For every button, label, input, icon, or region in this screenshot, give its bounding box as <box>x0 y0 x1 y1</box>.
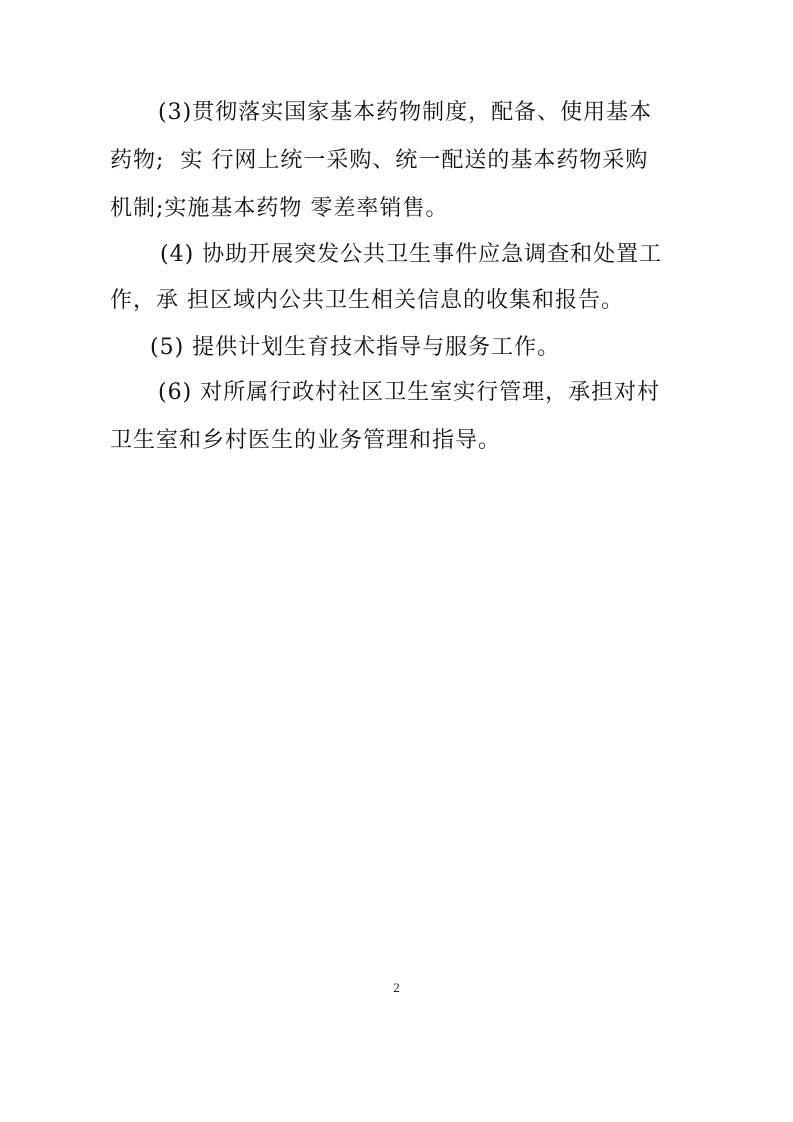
paragraph-6-line-1: (6) 对所属行政村社区卫生室实行管理，承担对村 <box>158 380 661 405</box>
page-number: 2 <box>393 980 400 995</box>
paragraph-3-line-3: 机制;实施基本药物 零差率销售。 <box>110 196 449 221</box>
paragraph-6-line-2: 卫生室和乡村医生的业务管理和指导。 <box>110 428 502 453</box>
paragraph-4-line-2: 作，承 担区域内公共卫生相关信息的收集和报告。 <box>110 288 624 313</box>
paragraph-4-line-1: (4) 协助开展突发公共卫生事件应急调查和处置工 <box>160 242 663 267</box>
paragraph-3-line-1: (3)贯彻落实国家基本药物制度，配备、使用基本 <box>158 100 653 125</box>
paragraph-5-line-1: (5) 提供计划生育技术指导与服务工作。 <box>150 335 561 360</box>
paragraph-3-line-2: 药物; 实 行网上统一采购、统一配送的基本药物采购 <box>110 148 649 173</box>
